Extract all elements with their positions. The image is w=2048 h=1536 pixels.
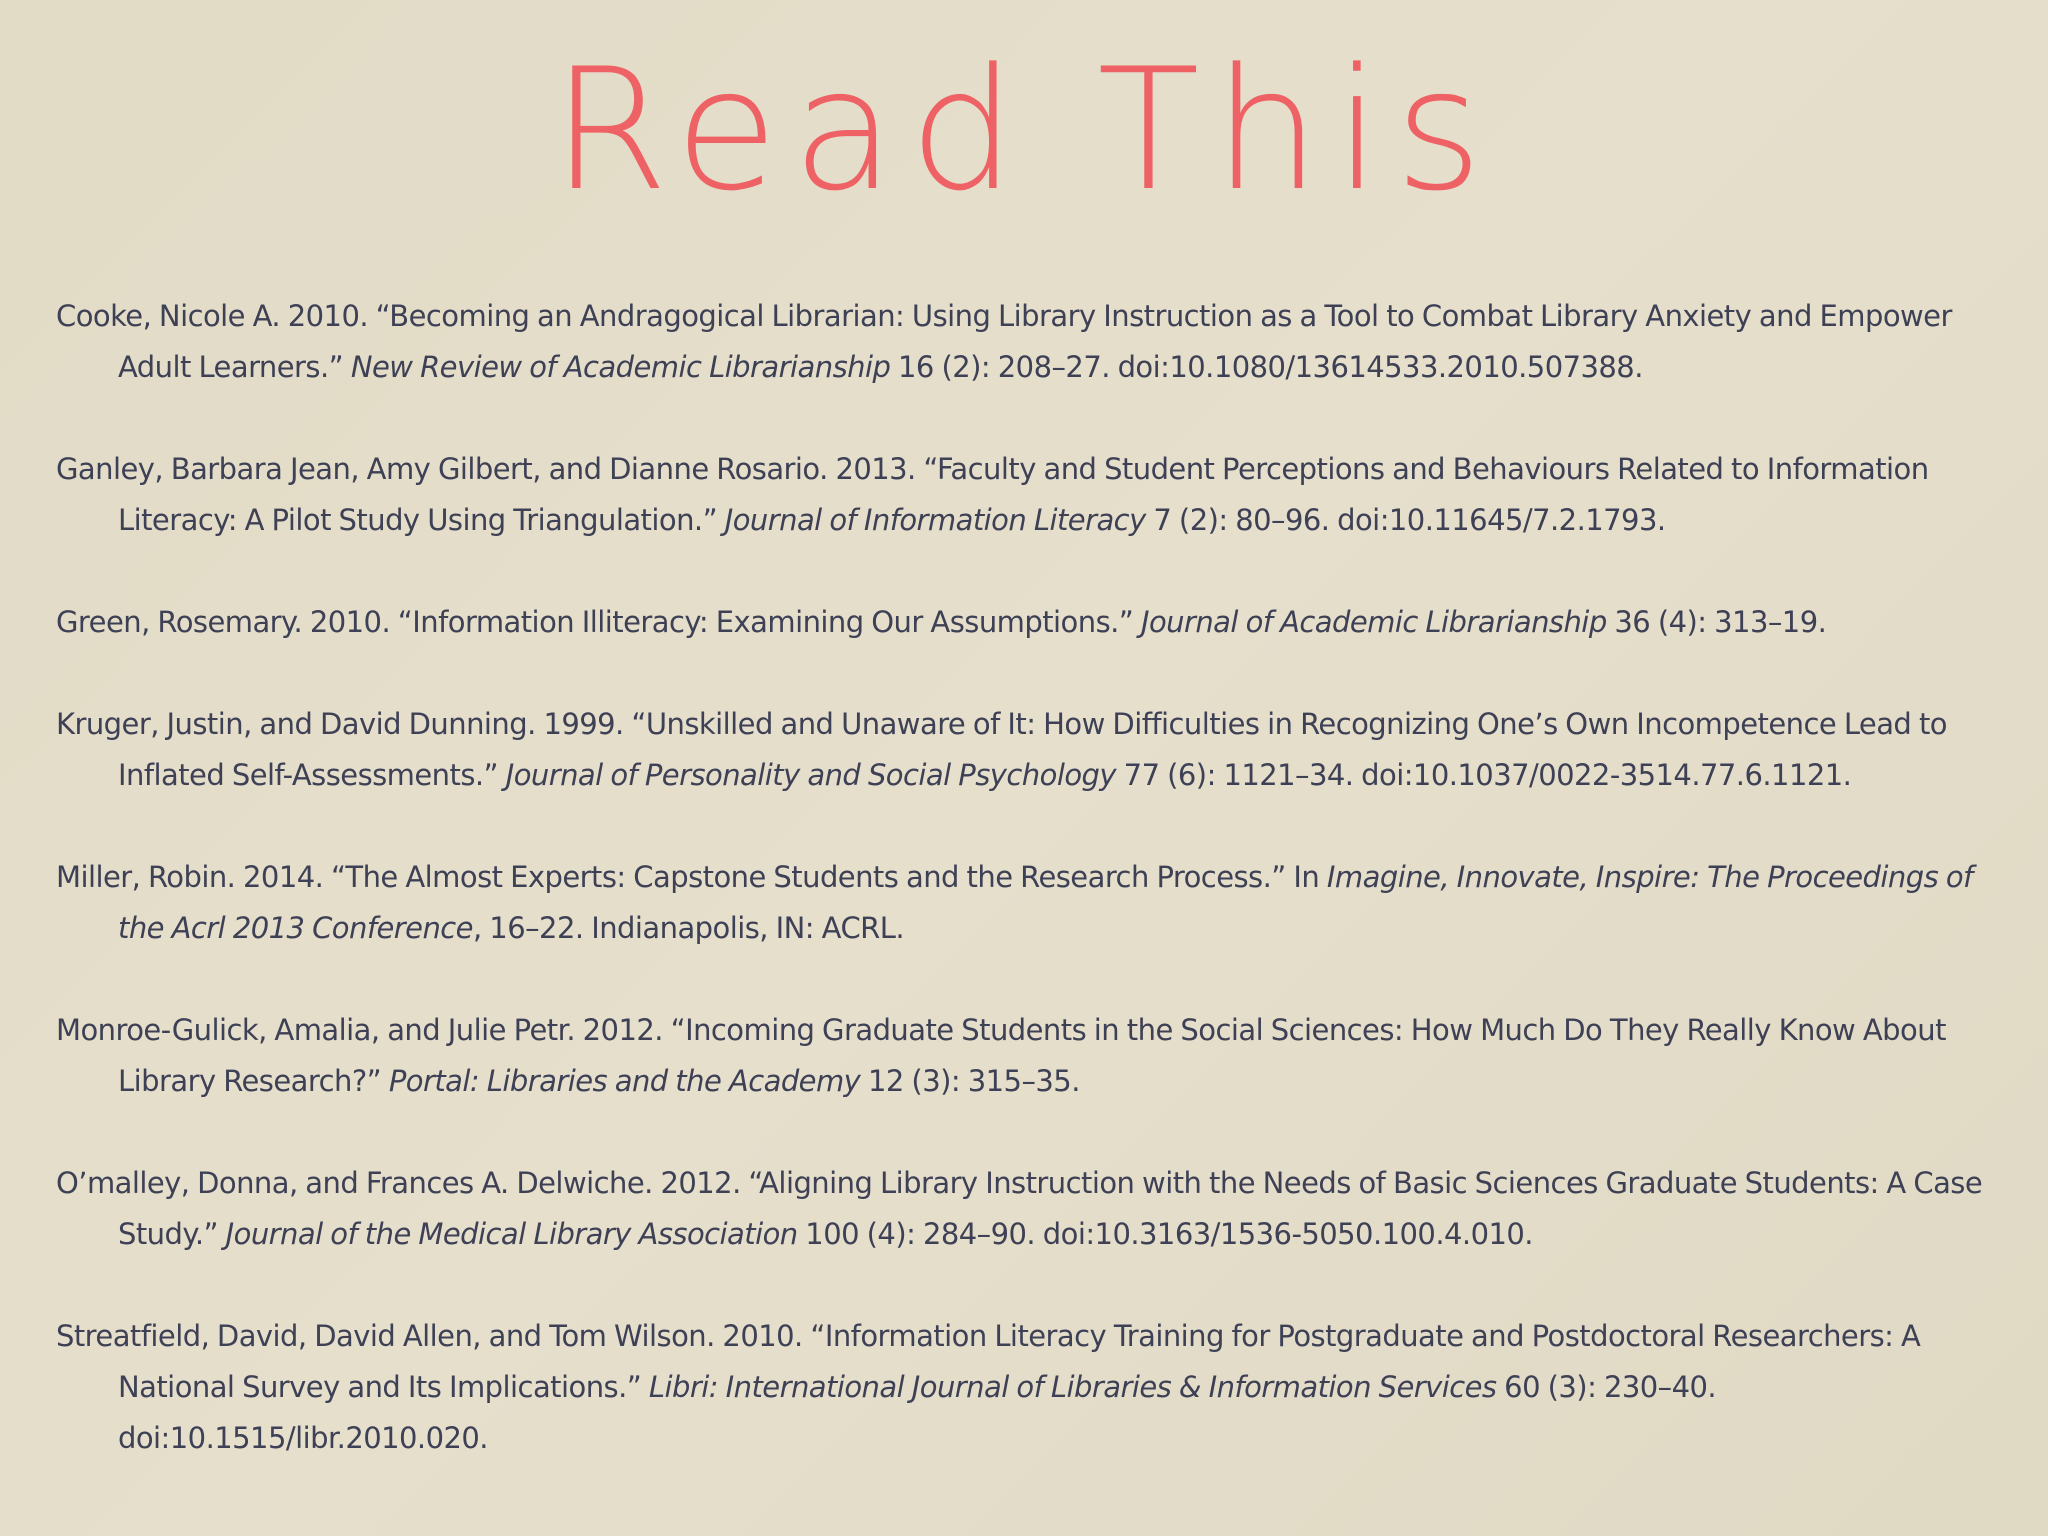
reference-text: Streatfield, David, David Allen, and Tom Wilson. 2010. “Information Literacy Training for Postgraduate and Postdoctoral Researchers: A National Survey and Its Implications.” [56,1319,1921,1404]
reference-source: Journal of Academic Librarianship [1140,605,1607,639]
reference-text: O’malley, Donna, and Frances A. Delwiche. 2012. “Aligning Library Instruction with the Needs of Basic Sciences Graduate Students: A Case Study.” [56,1166,1983,1251]
reference-details: 77 (6): 1121–34. doi:10.1037/0022-3514.77.6.1121. [1116,758,1852,792]
reference-source: Imagine, Innovate, Inspire: The Proceedings of the Acrl 2013 Conference [118,860,1973,945]
reference-details: 12 (3): 315–35. [860,1064,1080,1098]
reference-text: Green, Rosemary. 2010. “Information Illiteracy: Examining Our Assumptions.” [56,605,1141,639]
reference-text: Miller, Robin. 2014. “The Almost Experts: Capstone Students and the Research Process.” In [56,860,1327,894]
reference-source: Journal of the Medical Library Association [225,1217,798,1251]
reference-item [56,291,2016,393]
reference-details: 60 (3): 230–40. doi:10.1515/libr.2010.020. [118,1370,1717,1455]
reference-text: Ganley, Barbara Jean, Amy Gilbert, and Dianne Rosario. 2013. “Faculty and Student Perceptions and Behaviours Related to Information Literacy: A Pilot Study Using Triangulation.” [56,452,1929,537]
reference-details: 36 (4): 313–19. [1606,605,1827,639]
reference-item [56,1005,2016,1107]
reference-text: Monroe-Gulick, Amalia, and Julie Petr. 2012. “Incoming Graduate Students in the Social Sciences: How Much Do They Really Know About Library Research?” [56,1013,1946,1098]
reference-item [56,444,2016,546]
reference-list [56,291,2016,1515]
reference-text: Cooke, Nicole A. 2010. “Becoming an Andragogical Librarian: Using Library Instruction as a Tool to Combat Library Anxiety and Empower Adult Learners.” [56,299,1952,384]
reference-details: 16 (2): 208–27. doi:10.1080/13614533.2010.507388. [890,350,1643,384]
reference-item [56,1158,2016,1260]
reference-source: New Review of Academic Librarianship [350,350,891,384]
reference-details: 7 (2): 80–96. doi:10.11645/7.2.1793. [1145,503,1666,537]
reference-item [56,699,2016,801]
slide-title: Read This [551,32,1497,228]
reference-item [56,852,2016,954]
reference-details: 100 (4): 284–90. doi:10.3163/1536-5050.100.4.010. [797,1217,1533,1251]
reference-item [56,597,2016,648]
reference-source: Portal: Libraries and the Academy [388,1064,861,1098]
reference-source: Journal of Personality and Social Psychology [505,758,1116,792]
reference-text: Kruger, Justin, and David Dunning. 1999. “Unskilled and Unaware of It: How Difficulties in Recognizing One’s Own Incompetence Lead to Inflated Self-Assessments.” [56,707,1947,792]
reference-item [56,1311,2016,1464]
reference-details: , 16–22. Indianapolis, IN: ACRL. [472,911,905,945]
reference-source: Libri: International Journal of Libraries & Information Services [648,1370,1497,1404]
reference-source: Journal of Information Literacy [724,503,1146,537]
